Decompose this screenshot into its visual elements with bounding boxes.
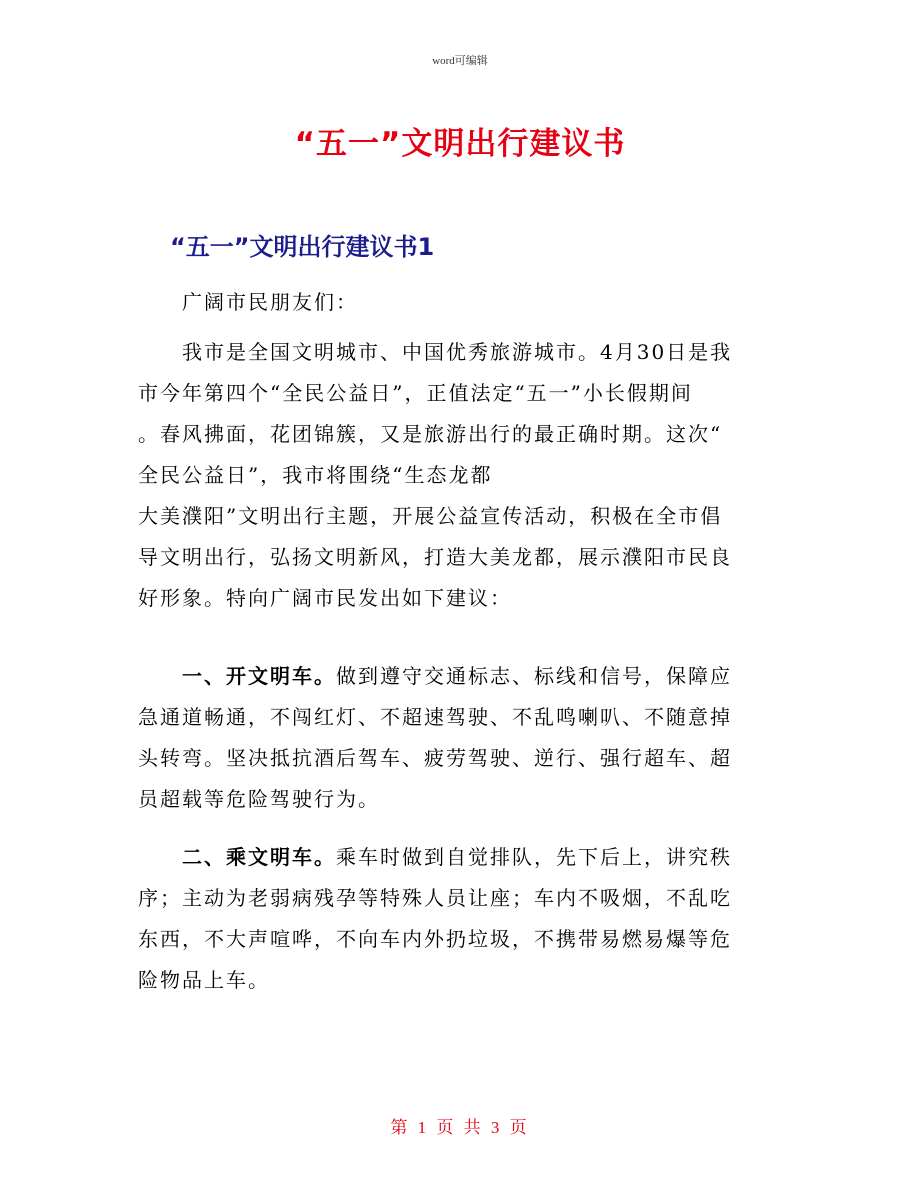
paragraph-line: 东西，不大声喧哗，不向车内外扔垃圾，不携带易燃易爆等危 [138,927,732,951]
paragraph-line: 大美濮阳”文明出行主题，开展公益宣传活动，积极在全市倡 [138,504,723,528]
paragraph-line: 头转弯。坚决抵抗酒后驾车、疲劳驾驶、逆行、强行超车、超 [138,746,732,770]
paragraph-line: 急通道畅通，不闯红灯、不超速驾驶、不乱鸣喇叭、不随意掉 [138,705,732,729]
paragraph-drive-civilly [138,656,788,820]
paragraph-intro [138,332,788,619]
paragraph-line: 员超载等危险驾驶行为。 [138,787,380,811]
paragraph-text: 做到遵守交通标志、标线和信号，保障应 [336,664,732,688]
paragraph-line: 我市是全国文明城市、中国优秀旅游城市。4月30日是我 [182,340,733,364]
greeting-paragraph [138,282,788,323]
paragraph-line: 序；主动为老弱病残孕等特殊人员让座；车内不吸烟，不乱吃 [138,886,732,910]
paragraph-line: 市今年第四个“全民公益日”，正值法定“五一”小长假期间 [138,381,693,405]
paragraph-line [138,656,788,697]
greeting: 广阔市民朋友们： [182,290,358,314]
paragraph-line: 导文明出行，弘扬文明新风，打造大美龙都，展示濮阳市民良 [138,545,732,569]
paragraph-heading: 二、乘文明车。 [182,845,336,869]
paragraph-text: 乘车时做到自觉排队，先下后上，讲究秩 [336,845,732,869]
paragraph-line: 。春风拂面，花团锦簇，又是旅游出行的最正确时期。这次“ [138,422,723,446]
document-title: “五一”文明出行建议书 [294,126,626,162]
page-number: 第 1 页 共 3 页 [390,1118,530,1137]
paragraph-line: 好形象。特向广阔市民发出如下建议： [138,586,512,610]
paragraph-line [138,837,788,878]
paragraph-ride-civilly [138,837,788,1001]
header-note: word可编辑 [432,55,488,67]
paragraph-heading: 一、开文明车。 [182,664,336,688]
paragraph-line: 险物品上车。 [138,968,270,992]
paragraph-line: 全民公益日”，我市将围绕“生态龙都 [138,463,493,487]
section-title: “五一”文明出行建议书1 [170,233,435,261]
